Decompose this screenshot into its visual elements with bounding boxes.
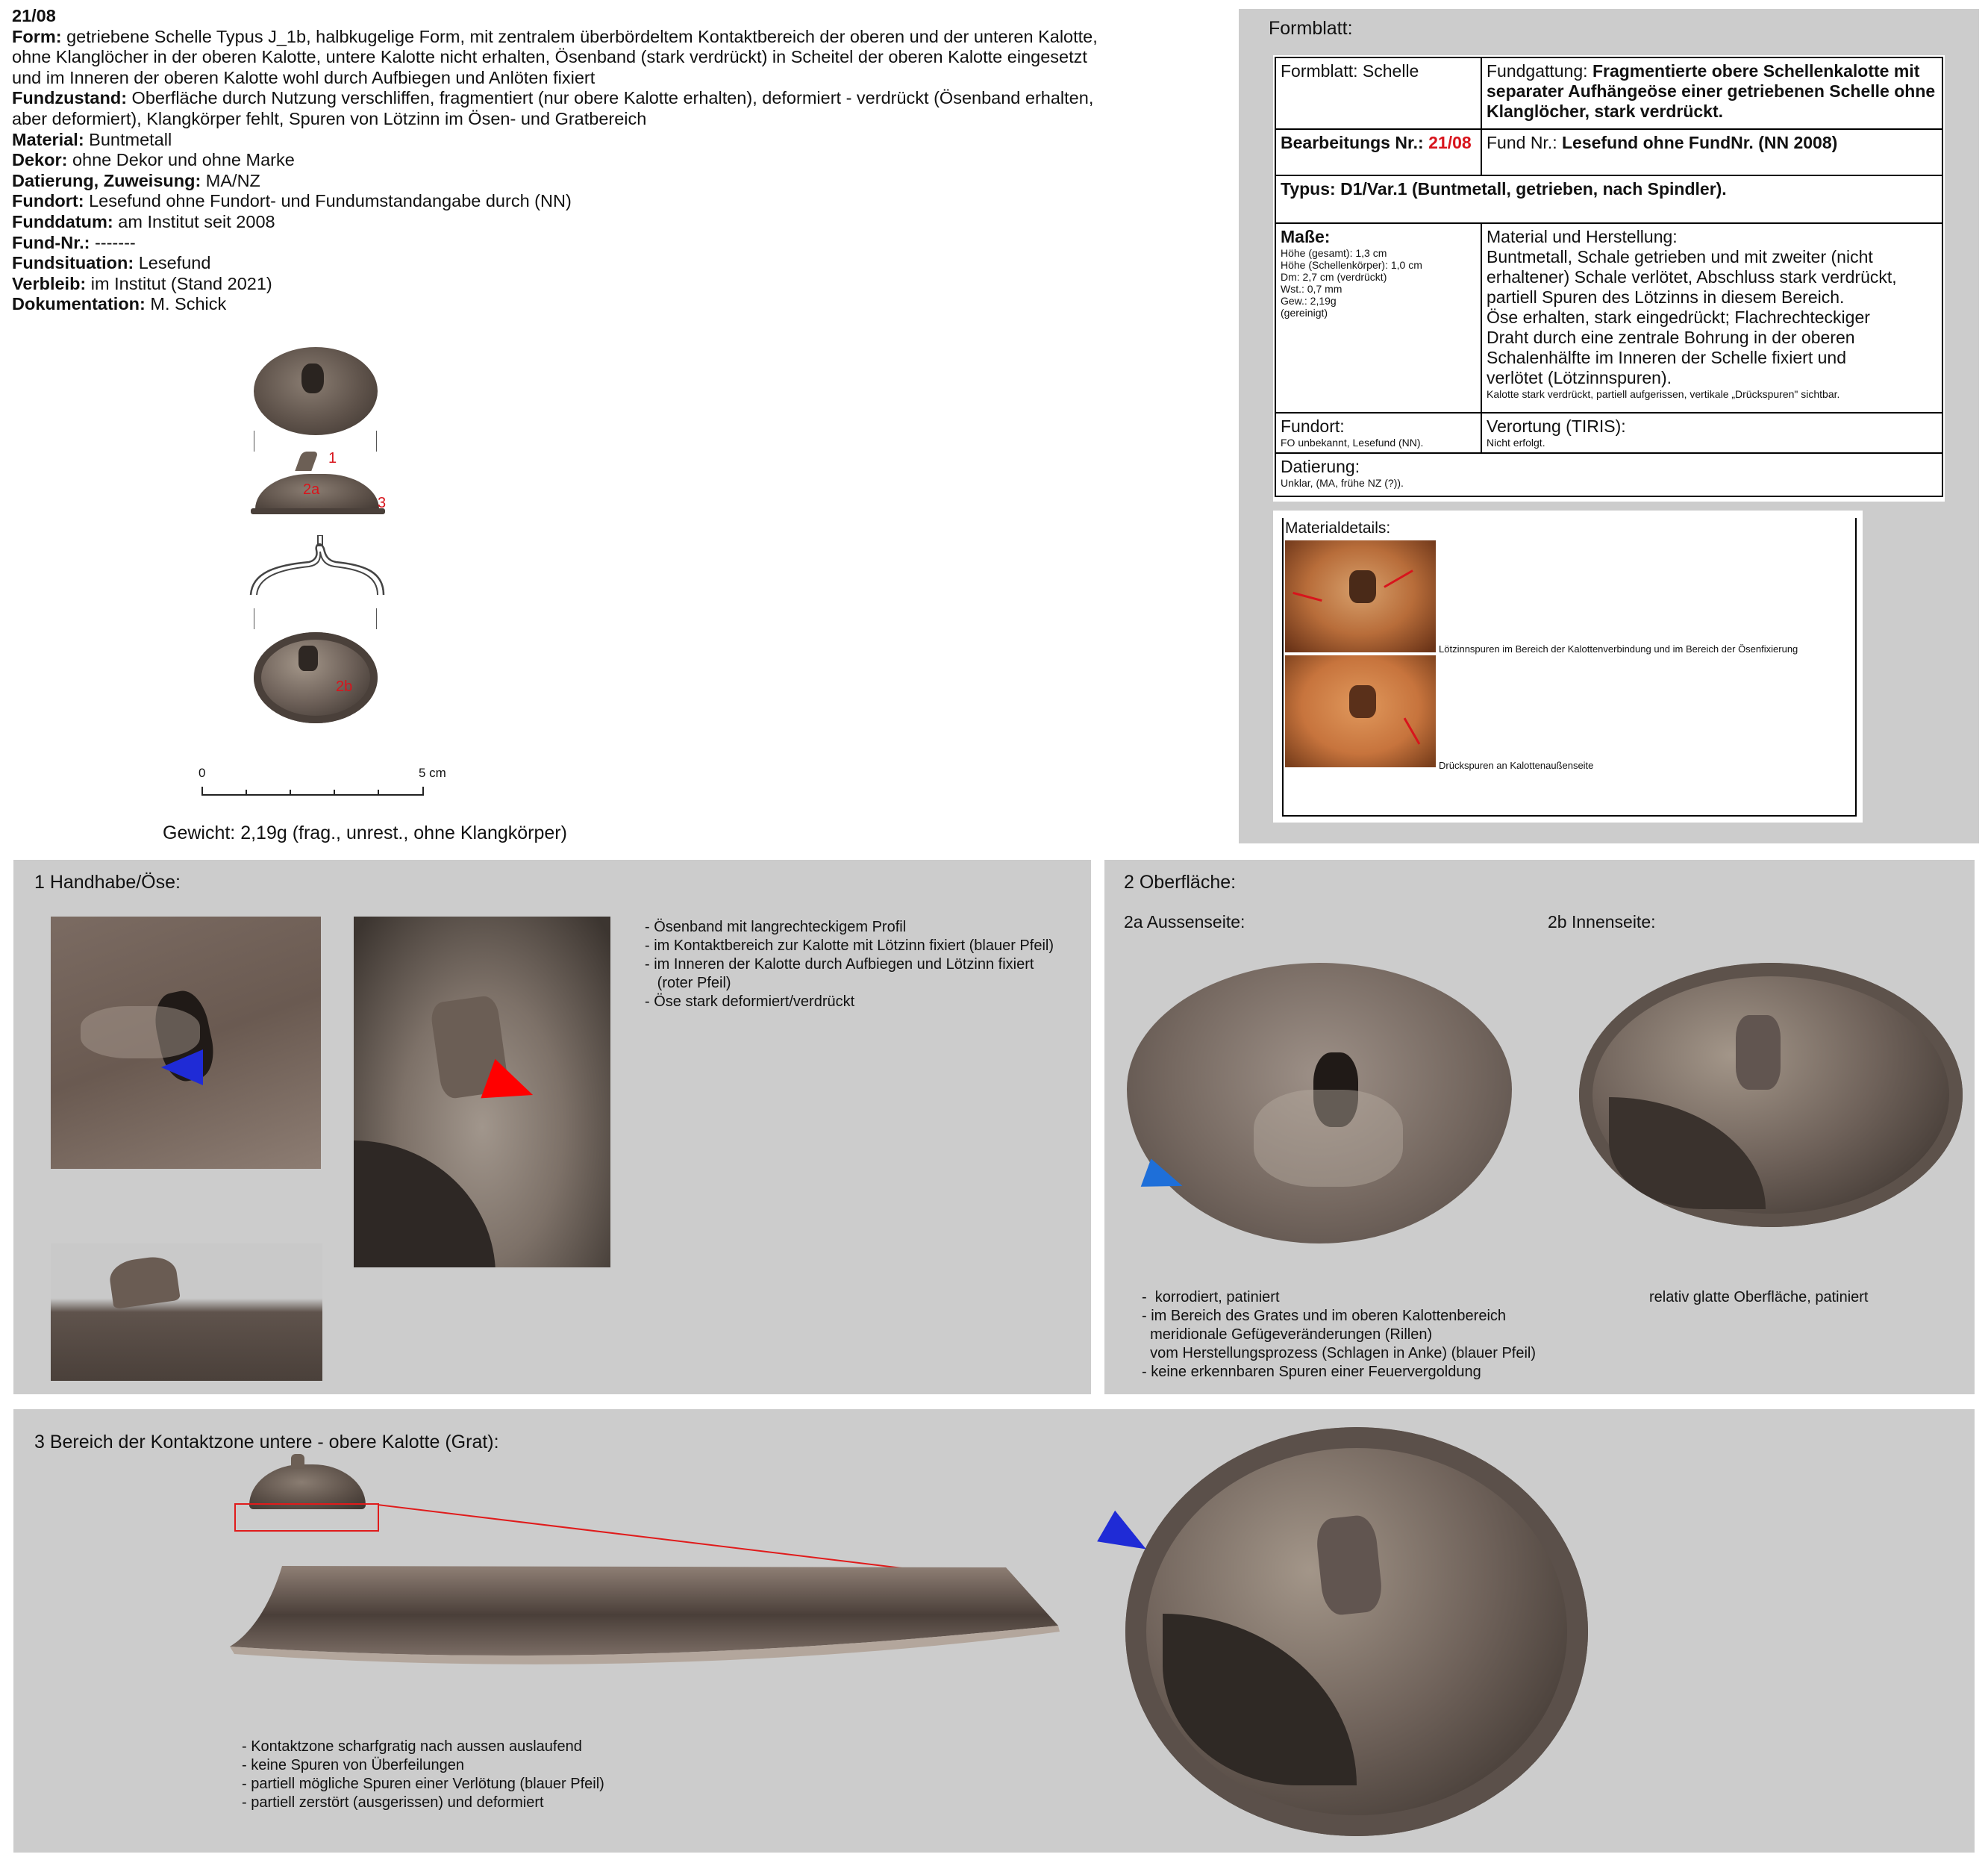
top-view-photo <box>254 347 378 435</box>
section-2a-title: 2a Aussenseite: <box>1124 912 1245 932</box>
fundort-cell: Fundort: FO unbekannt, Lesefund (NN). <box>1275 412 1482 454</box>
masse-line: Wst.: 0,7 mm <box>1281 283 1342 295</box>
description-line: Dokumentation: M. Schick <box>12 294 227 314</box>
section-3-notes: - Kontaktzone scharfgratig nach aussen auslaufend - keine Spuren von Überfeilungen - partiell mögliche Spuren einer Verlötung (blauer Pfeil) - partiell zerstört (ausgerissen) und deformiert <box>242 1738 604 1811</box>
material-line: verlötet (Lötzinnspuren). <box>1487 368 1672 387</box>
detail-photo-2 <box>1285 655 1436 767</box>
marker-2a: 2a <box>303 481 320 498</box>
description-line: Fund-Nr.: ------- <box>12 232 136 252</box>
material-line: Buntmetall, Schale getrieben und mit zweiter (nicht <box>1487 247 1873 266</box>
material-line: Draht durch eine zentrale Bohrung in der oberen <box>1487 328 1855 347</box>
small-side-view <box>249 1464 366 1509</box>
form-type-cell: Formblatt: Schelle <box>1275 57 1482 130</box>
description-line: aber deformiert), Klangkörper fehlt, Spuren von Lötzinn im Ösen- und Gratbereich <box>12 108 647 128</box>
masse-line: (gereinigt) <box>1281 307 1328 319</box>
weight-caption: Gewicht: 2,19g (frag., unrest., ohne Klangkörper) <box>163 823 567 843</box>
eyelet-photo-side <box>51 1243 322 1381</box>
masse-line: Dm: 2,7 cm (verdrückt) <box>1281 271 1387 283</box>
inner-surface-photo <box>1579 963 1963 1227</box>
description-line: und im Inneren der oberen Kalotte wohl durch Aufbiegen und Anlöten fixiert <box>12 67 596 87</box>
typus-cell: Typus: D1/Var.1 (Buntmetall, getrieben, nach Spindler). <box>1275 175 1943 224</box>
description-line: Verbleib: im Institut (Stand 2021) <box>12 273 272 293</box>
drawings-area <box>224 340 448 817</box>
material-line: Öse erhalten, stark eingedrückt; Flachrechteckiger <box>1487 308 1870 327</box>
eyelet-photo-outside <box>51 917 321 1169</box>
scale-bar <box>199 766 446 803</box>
form-sheet-title: Formblatt: <box>1269 18 1353 39</box>
masse-line: Höhe (Schellenkörper): 1,0 cm <box>1281 259 1422 271</box>
marker-2b: 2b <box>336 678 353 695</box>
outer-surface-photo <box>1127 963 1512 1243</box>
section-1-panel <box>13 860 1091 1394</box>
description-line: Fundsituation: Lesefund <box>12 253 211 273</box>
blue-arrow-1 <box>161 1049 203 1085</box>
material-details <box>1273 511 1863 823</box>
profile-drawing <box>246 535 388 602</box>
section-2-panel <box>1104 860 1975 1394</box>
zoom-box <box>234 1503 379 1532</box>
datierung-cell: Datierung: Unklar, (MA, frühe NZ (?)). <box>1275 452 1943 497</box>
masse-line: Gew.: 2,19g <box>1281 295 1337 307</box>
fundgattung-cell: Fundgattung: Fragmentierte obere Schellenkalotte mit separater Aufhängeöse einer getriebenen Schelle ohne Klanglöcher, stark verdrückt. <box>1481 57 1943 130</box>
grat-inner-photo <box>1125 1427 1588 1836</box>
detail-caption-2: Drückspuren an Kalottenaußenseite <box>1439 760 1594 771</box>
material-line: erhaltener) Schale verlötet, Abschluss stark verdrückt, <box>1487 267 1897 287</box>
description-line: Fundort: Lesefund ohne Fundort- und Fundumstandangabe durch (NN) <box>12 191 572 211</box>
masse-line: Höhe (gesamt): 1,3 cm <box>1281 247 1387 259</box>
section-2a-notes: - korrodiert, patiniert - im Bereich des Grates und im oberen Kalottenbereich meridionale Gefügeveränderungen (Rillen) vom Herstellungsprozess (Schlagen in Anke) (blauer Pfeil) - keine erkennbaren Spuren einer Feuervergoldung <box>1142 1289 1537 1380</box>
material-cell: Material und Herstellung: Buntmetall, Schale getrieben und mit zweiter (nicht erhaltener) Schale verlötet, Abschluss stark verdrückt, partiell Spuren des Lötzinns in diesem Bereich. Öse erhalten, stark eingedrückt; Flachrechteckiger Draht durch eine zentrale Bohrung in der oberen Schalenhälfte im Inneren der Schelle fixiert und verlötet (Lötzinnspuren). Kalotte stark verdrückt, partiell aufgerissen, vertikale „Drückspuren" sichtbar. <box>1481 222 1943 414</box>
detail-caption-1: Lötzinnspuren im Bereich der Kalottenverbindung und im Bereich der Ösenfixierung <box>1439 643 1798 655</box>
description-line: Material: Buntmetall <box>12 129 172 149</box>
section-1-title: 1 Handhabe/Öse: <box>34 872 181 893</box>
find-description <box>12 6 1098 315</box>
form-sheet-table <box>1273 55 1945 502</box>
scale-end: 5 cm <box>419 766 446 780</box>
marker-1: 1 <box>328 450 337 466</box>
section-1-notes: - Ösenband mit langrechteckigem Profil - im Kontaktbereich zur Kalotte mit Lötzinn fixiert (blauer Pfeil) - im Inneren der Kalotte durch Aufbiegen und Lötzinn fixiert (roter Pfeil) - Öse stark deformiert/verdrückt <box>645 919 1054 1010</box>
section-2-title: 2 Oberfläche: <box>1124 872 1237 893</box>
material-line: partiell Spuren des Lötzinns in diesem Bereich. <box>1487 287 1845 307</box>
scale-start: 0 <box>199 766 206 780</box>
section-3-title: 3 Bereich der Kontaktzone untere - obere Kalotte (Grat): <box>34 1432 499 1452</box>
section-2b-notes: relativ glatte Oberfläche, patiniert <box>1649 1289 1869 1305</box>
eyelet-photo-inside <box>354 917 610 1267</box>
find-id: 21/08 <box>12 6 56 25</box>
material-line: Schalenhälfte im Inneren der Schelle fixiert und <box>1487 348 1847 367</box>
inner-view-photo <box>254 632 378 723</box>
description-line: Funddatum: am Institut seit 2008 <box>12 211 275 231</box>
description-line: Fundzustand: Oberfläche durch Nutzung verschliffen, fragmentiert (nur obere Kalotte erhalten), deformiert - verdrückt (Ösenband erhalten, <box>12 88 1094 108</box>
blue-arrow-3 <box>1097 1511 1155 1565</box>
description-line: ohne Klanglöcher in der oberen Kalotte, untere Kalotte nicht erhalten, Ösenband (stark verdrückt) in Scheitel der oberen Kalotte eingesetzt <box>12 47 1087 67</box>
marker-3: 3 <box>378 495 387 511</box>
bearbeitungs-nr-cell: Bearbeitungs Nr.: 21/08 <box>1275 128 1482 176</box>
description-line: Datierung, Zuweisung: MA/NZ <box>12 170 260 190</box>
section-3-panel <box>13 1409 1975 1853</box>
grat-photo <box>230 1558 1066 1678</box>
verortung-cell: Verortung (TIRIS): Nicht erfolgt. <box>1481 412 1943 454</box>
description-line: Dekor: ohne Dekor und ohne Marke <box>12 150 295 170</box>
section-2b-title: 2b Innenseite: <box>1548 912 1656 932</box>
description-line: Form: getriebene Schelle Typus J_1b, halbkugelige Form, mit zentralem überbördeltem Kontaktbereich der oberen und der unteren Kalotte, <box>12 26 1098 46</box>
detail-photo-1 <box>1285 540 1436 652</box>
masse-cell: Maße: Höhe (gesamt): 1,3 cm Höhe (Schellenkörper): 1,0 cm Dm: 2,7 cm (verdrückt) Wst.: 0,7 mm Gew.: 2,19g (gereinigt) <box>1275 222 1482 414</box>
material-details-title: Materialdetails: <box>1285 519 1391 537</box>
fund-nr-cell: Fund Nr.: Lesefund ohne FundNr. (NN 2008) <box>1481 128 1943 176</box>
blue-arrow-2a <box>1141 1158 1188 1199</box>
